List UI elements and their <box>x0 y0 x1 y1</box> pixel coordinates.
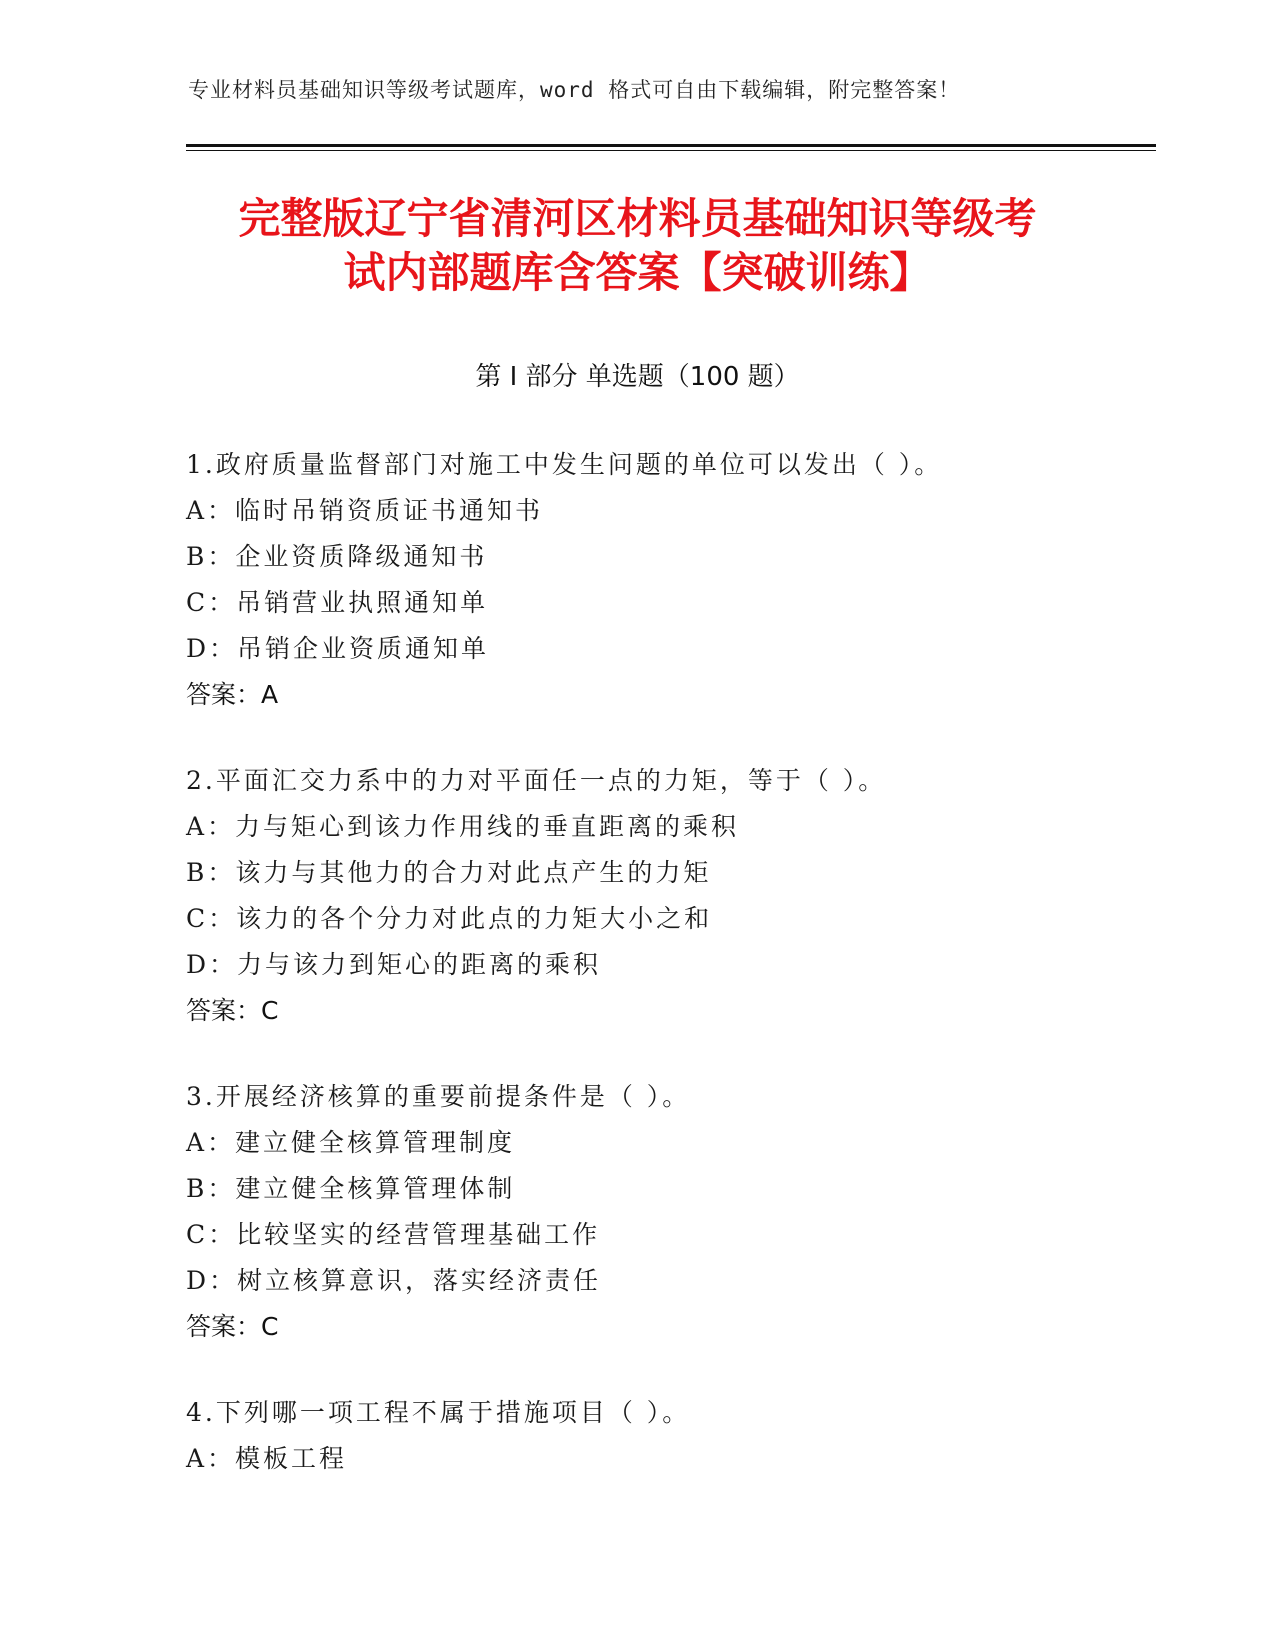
document-title-line2: 试内部题库含答案【突破训练】 <box>343 248 932 297</box>
question-stem: 2.平面汇交力系中的力对平面任一点的力矩，等于（ ）。 <box>186 766 887 795</box>
answer: 答案：C <box>186 996 279 1025</box>
document-title <box>120 192 1155 300</box>
header-note: 专业材料员基础知识等级考试题库，word 格式可自由下载编辑，附完整答案！ <box>188 78 961 102</box>
question-list <box>186 442 1166 1522</box>
question-stem: 4.下列哪一项工程不属于措施项目（ ）。 <box>186 1398 691 1427</box>
header-rule-thin <box>186 150 1156 151</box>
option-d: D：树立核算意识，落实经济责任 <box>186 1266 602 1295</box>
option-c: C：该力的各个分力对此点的力矩大小之和 <box>186 904 713 933</box>
answer: 答案：A <box>186 680 279 709</box>
question-2 <box>186 758 1166 1034</box>
option-a: A：建立健全核算管理制度 <box>186 1128 516 1157</box>
section-title: 第 I 部分 单选题（100 题） <box>475 362 800 392</box>
option-a: A：力与矩心到该力作用线的垂直距离的乘积 <box>186 812 740 841</box>
option-c: C：吊销营业执照通知单 <box>186 588 489 617</box>
option-b: B：该力与其他力的合力对此点产生的力矩 <box>186 858 712 887</box>
header-rule-thick <box>186 144 1156 147</box>
document-title-line1: 完整版辽宁省清河区材料员基础知识等级考 <box>238 194 1037 243</box>
question-stem: 3.开展经济核算的重要前提条件是（ ）。 <box>186 1082 691 1111</box>
option-d: D：力与该力到矩心的距离的乘积 <box>186 950 602 979</box>
answer: 答案：C <box>186 1312 279 1341</box>
question-stem: 1.政府质量监督部门对施工中发生问题的单位可以发出（ ）。 <box>186 450 943 479</box>
option-a: A：模板工程 <box>186 1444 348 1473</box>
option-c: C：比较坚实的经营管理基础工作 <box>186 1220 601 1249</box>
option-a: A：临时吊销资质证书通知书 <box>186 496 544 525</box>
option-b: B：企业资质降级通知书 <box>186 542 488 571</box>
question-1 <box>186 442 1166 718</box>
option-d: D：吊销企业资质通知单 <box>186 634 490 663</box>
question-3 <box>186 1074 1166 1350</box>
question-4 <box>186 1390 1166 1482</box>
option-b: B：建立健全核算管理体制 <box>186 1174 516 1203</box>
